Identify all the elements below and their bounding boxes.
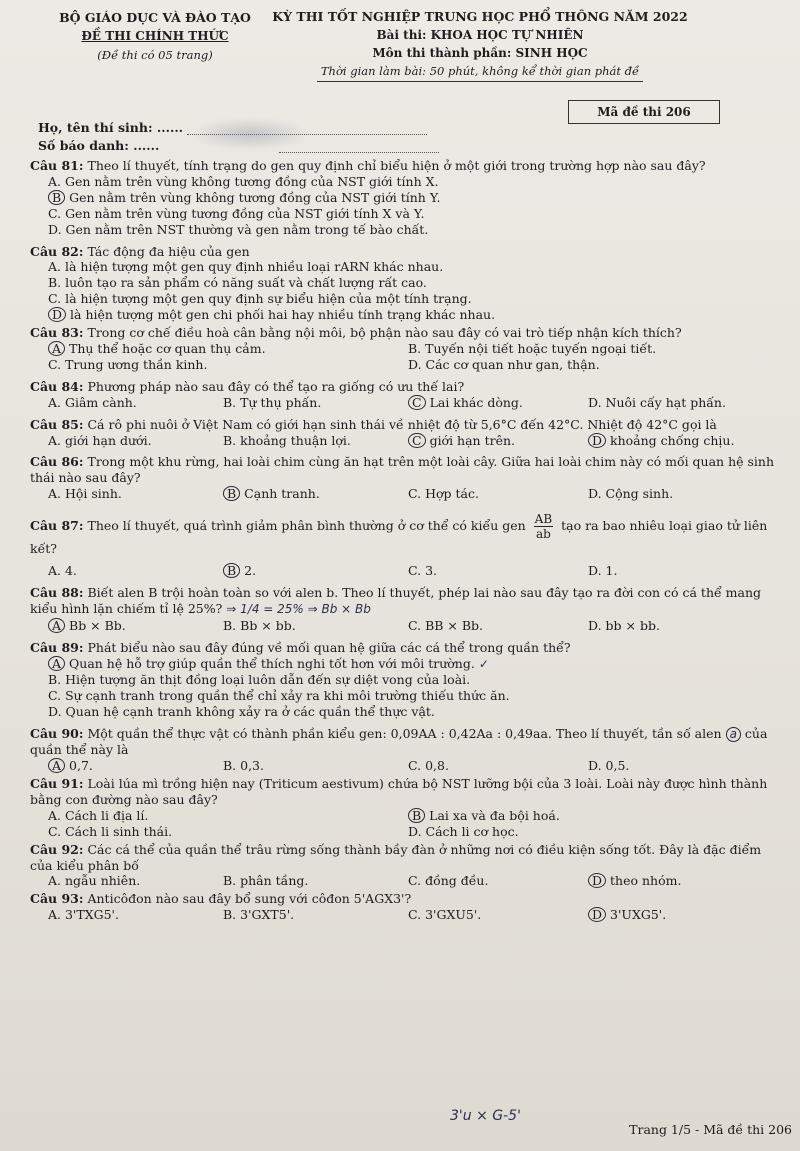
option: D. Cách li cơ học. — [408, 823, 519, 839]
option-row — [48, 563, 785, 579]
question-89 — [30, 640, 785, 721]
option: D. Quan hệ cạnh tranh không xảy ra ở các quần thể thực vật. — [48, 704, 435, 720]
question-stem: Câu 90: Một quần thể thực vật có thành phần kiểu gen: 0,09AA : 0,42Aa : 0,49aa. Theo lí thuyết, tần số alen a của quần thể này là — [30, 726, 768, 758]
question-stem: Câu 89: Phát biểu nào sau đây đúng về mối quan hệ giữa các cá thể trong quần thể? — [30, 639, 571, 655]
check-mark-icon: ✓ — [478, 656, 489, 671]
option: B. Hiện tượng ăn thịt đồng loại luôn dẫn đến sự diệt vong của loài. — [48, 672, 471, 688]
option-row — [48, 395, 785, 411]
answer-circle: D — [48, 307, 66, 322]
answer-circle: D — [588, 873, 606, 888]
option: A. giới hạn dưới. — [48, 432, 152, 448]
header-right — [270, 8, 690, 82]
question-stem: Câu 83: Trong cơ chế điều hoà cân bằng nội môi, bộ phận nào sau đây có vai trò tiếp nhận kích thích? — [30, 325, 682, 341]
option-row — [48, 433, 785, 449]
question-stem: Câu 85: Cá rô phi nuôi ở Việt Nam có giới hạn sinh thái về nhiệt độ từ 5,6°C đến 42°C. Nhiệt độ 42°C gọi là — [30, 416, 717, 432]
exam-code-box: Mã đề thi 206 — [568, 100, 720, 124]
option-row — [48, 824, 785, 840]
question-85 — [30, 417, 785, 449]
subject: Môn thi thành phần: SINH HỌC — [372, 46, 588, 60]
option: B 2. — [223, 563, 408, 579]
option: B. luôn tạo ra sản phẩm có năng suất và chất lượng rất cao. — [48, 275, 427, 291]
option: D khoảng chống chịu. — [588, 433, 768, 449]
option: A. Giâm cành. — [48, 394, 137, 410]
option: A Bb × Bb. — [48, 618, 223, 634]
answer-circle: D — [588, 433, 606, 448]
option: A. Hội sinh. — [48, 486, 122, 502]
page-count: (Đề thi có 05 trang) — [97, 48, 213, 62]
question-stem: Câu 86: Trong một khu rừng, hai loài chim cùng ăn hạt trên một loài cây. Giữa hai loài chim này có mối quan hệ sinh thái nào sau đây? — [30, 454, 775, 486]
answer-circle: A — [48, 341, 65, 356]
option: A. Cách li địa lí. — [48, 807, 149, 823]
question-87 — [30, 512, 785, 579]
option: A. ngẫu nhiên. — [48, 873, 141, 889]
option: D. Cộng sinh. — [588, 486, 674, 502]
handwritten-note-bottom: 3'u × G-5' — [450, 1108, 521, 1124]
option: B. 0,3. — [223, 758, 264, 774]
ministry-name: BỘ GIÁO DỤC VÀ ĐÀO TẠO — [59, 10, 251, 25]
option-row — [48, 907, 785, 923]
option: A. Gen nằm trên vùng không tương đồng của NST giới tính X. — [48, 173, 439, 189]
exam-title: KỲ THI TỐT NGHIỆP TRUNG HỌC PHỔ THÔNG NĂM 2022 — [272, 9, 688, 24]
answer-circle: A — [48, 758, 65, 773]
genotype-fraction: $\frac{AB}{ab}$ — [534, 512, 553, 542]
option: C. 0,8. — [408, 758, 449, 774]
redacted-smudge — [190, 118, 310, 150]
option: A Thụ thể hoặc cơ quan thụ cảm. — [48, 341, 408, 357]
page-footer: Trang 1/5 - Mã đề thi 206 — [629, 1122, 792, 1137]
handwritten-note: ⇒ 1/4 = 25% ⇒ Bb × Bb — [226, 601, 371, 616]
option: C. đồng đều. — [408, 873, 489, 889]
question-stem: Câu 87: Theo lí thuyết, quá trình giảm phân bình thường ở cơ thể có kiểu gen $\frac{AB}{ab}$ tạo ra bao nhiêu loại giao tử liên kết? — [30, 512, 768, 557]
official-label: ĐỀ THI CHÍNH THỨC — [81, 29, 229, 43]
question-90 — [30, 726, 785, 774]
option: A. 3'TXG5'. — [48, 907, 119, 923]
candidate-id-label: Số báo danh: ...... — [38, 138, 160, 153]
time-limit: Thời gian làm bài: 50 phút, không kể thời gian phát đề — [317, 62, 643, 82]
candidate-name-label: Họ, tên thí sinh: ...... — [38, 120, 184, 135]
question-stem: Câu 93: Anticôđon nào sau đây bổ sung với côđon 5'AGX3'? — [30, 891, 412, 907]
option: C. Cách li sinh thái. — [48, 823, 173, 839]
question-stem: Câu 82: Tác động đa hiệu của gen — [30, 243, 250, 259]
option: C. Gen nằm trên vùng tương đồng của NST giới tính X và Y. — [48, 205, 425, 221]
question-stem: Câu 88: Biết alen B trội hoàn toàn so với alen b. Theo lí thuyết, phép lai nào sau đây tạo ra đời con có cá thể mang kiểu hình lặn chiếm tỉ lệ 25%? ⇒ 1/4 = 25% ⇒ Bb × Bb — [30, 584, 762, 616]
question-81 — [30, 158, 785, 238]
question-83 — [30, 325, 785, 373]
questions-area — [30, 158, 785, 925]
header-left — [50, 8, 260, 65]
option: B. Tuyến nội tiết hoặc tuyến ngoại tiết. — [408, 340, 657, 356]
question-86 — [30, 454, 785, 502]
option: C. BB × Bb. — [408, 617, 484, 633]
answer-circle: C — [408, 433, 426, 448]
option: A 0,7. — [48, 758, 223, 774]
option: C. 3'GXU5'. — [408, 907, 482, 923]
answer-circle: A — [48, 656, 65, 671]
handwritten-allele: a — [726, 727, 741, 742]
option-row — [48, 873, 785, 889]
option: D. Các cơ quan như gan, thận. — [408, 356, 600, 372]
option: A Quan hệ hỗ trợ giúp quần thể thích nghi tốt hơn với môi trường. ✓ — [48, 656, 785, 673]
question-84 — [30, 379, 785, 411]
answer-circle: C — [408, 395, 426, 410]
option: D. Gen nằm trên NST thường và gen nằm trong tế bào chất. — [48, 221, 429, 237]
option: B Cạnh tranh. — [223, 486, 408, 502]
question-91 — [30, 776, 785, 840]
option-row — [48, 758, 785, 774]
option-row — [48, 808, 785, 824]
option: C giới hạn trên. — [408, 433, 588, 449]
answer-circle: A — [48, 618, 65, 633]
option: A. là hiện tượng một gen quy định nhiều loại rARN khác nhau. — [48, 259, 444, 275]
option: C. 3. — [408, 563, 437, 579]
option: D. 0,5. — [588, 758, 630, 774]
subject-group: Bài thi: KHOA HỌC TỰ NHIÊN — [376, 28, 584, 42]
answer-circle: B — [223, 563, 240, 578]
option: D theo nhóm. — [588, 873, 768, 889]
option: B Lai xa và đa bội hoá. — [408, 808, 768, 824]
question-stem: Câu 81: Theo lí thuyết, tính trạng do gen quy định chỉ biểu hiện ở một giới trong trường hợp nào sau đây? — [30, 158, 706, 173]
option: D. Nuôi cấy hạt phấn. — [588, 394, 726, 410]
option: C Lai khác dòng. — [408, 395, 588, 411]
option: C. Sự cạnh tranh trong quần thể chỉ xảy ra khi môi trường thiếu thức ăn. — [48, 688, 510, 704]
question-stem: Câu 92: Các cá thể của quần thể trâu rừng sống thành bầy đàn ở những nơi có điều kiện sống tốt. Đây là đặc điểm của kiểu phân bố — [30, 841, 762, 873]
question-88 — [30, 585, 785, 634]
option: B. khoảng thuận lợi. — [223, 432, 351, 448]
answer-circle: B — [408, 808, 425, 823]
option: D 3'UXG5'. — [588, 907, 768, 923]
candidate-id-line — [279, 152, 439, 153]
option: D. bb × bb. — [588, 617, 660, 633]
option: B. Tự thụ phấn. — [223, 394, 322, 410]
option: B. Bb × bb. — [223, 617, 296, 633]
question-stem: Câu 91: Loài lúa mì trồng hiện nay (Triticum aestivum) chứa bộ NST lưỡng bội của 3 loài. Loài này được hình thành bằng con đường nào sau đây? — [30, 776, 768, 807]
option: C. Hợp tác. — [408, 486, 479, 502]
option-row — [48, 357, 785, 373]
option-row — [48, 618, 785, 634]
option-row — [48, 341, 785, 357]
option: B. phân tầng. — [223, 873, 309, 889]
option: A. 4. — [48, 563, 77, 579]
question-stem: Câu 84: Phương pháp nào sau đây có thể tạo ra giống có ưu thế lai? — [30, 378, 465, 394]
option: D. 1. — [588, 563, 618, 579]
answer-circle: B — [48, 190, 65, 205]
option: C. là hiện tượng một gen quy định sự biểu hiện của một tính trạng. — [48, 291, 472, 307]
option: D là hiện tượng một gen chi phối hai hay nhiều tính trạng khác nhau. — [48, 307, 785, 323]
answer-circle: D — [588, 907, 606, 922]
option: B Gen nằm trên vùng không tương đồng của NST giới tính Y. — [48, 190, 785, 206]
option-row — [48, 486, 785, 502]
question-93 — [30, 891, 785, 923]
option: C. Trung ương thần kinh. — [48, 356, 208, 372]
option: B. 3'GXT5'. — [223, 907, 295, 923]
question-92 — [30, 842, 785, 890]
answer-circle: B — [223, 486, 240, 501]
question-82 — [30, 244, 785, 324]
